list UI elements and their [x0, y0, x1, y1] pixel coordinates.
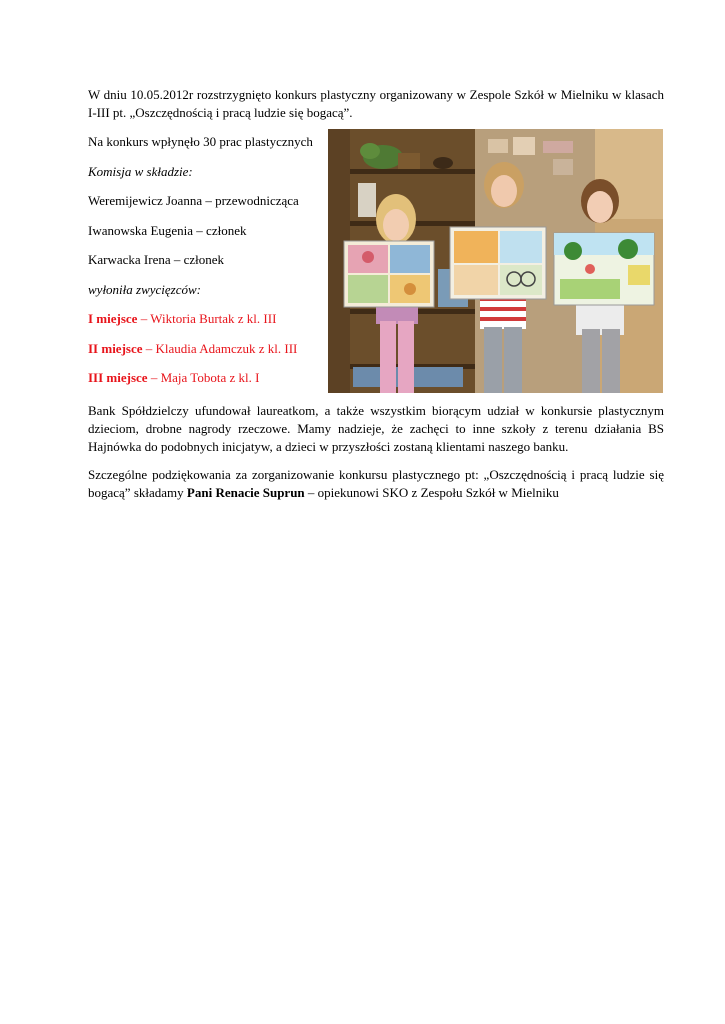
winner-first — [88, 310, 323, 340]
winner-place: III miejsce — [88, 370, 148, 385]
winners-photo — [328, 129, 663, 393]
thanks-text: Szczególne podziękowania za zorganizowanie konkursu plastycznego pt: „Oszczędnością i pracą ludzie się bogacą” składamy — [88, 467, 664, 500]
results-column — [88, 133, 323, 399]
thanks-paragraph — [88, 466, 664, 502]
winner-name: – Maja Tobota z kl. I — [147, 370, 260, 385]
winner-third — [88, 369, 323, 399]
winners-heading: wyłoniła zwycięzców: — [88, 281, 202, 297]
committee-member: Karwacka Irena – członek — [88, 252, 225, 267]
committee-heading: Komisja w składzie: — [88, 163, 193, 179]
winner-place: II miejsce — [88, 340, 143, 356]
winner-place: I miejsce — [88, 311, 138, 326]
committee-member: Weremijewicz Joanna – przewodnicząca — [88, 193, 299, 208]
winner-second — [88, 340, 323, 370]
entries-count: Na konkurs wpłynęło 30 prac plastycznych — [88, 134, 313, 149]
bank-paragraph: Bank Spółdzielczy ufundował laureatkom, a także wszystkim biorącym udział w konkursie plastycznym dzieciom, drobne nagrody rzeczowe. Mamy nadzieje, że zachęci to inne szkoły z terenu działania BS Hajnówka do podobnych inicjatyw, a dzieci w przyszłości zostaną klientami naszego banku. — [88, 403, 664, 454]
winner-name: – Wiktoria Burtak z kl. III — [137, 311, 277, 326]
committee-member: Iwanowska Eugenia – członek — [88, 222, 247, 238]
thanks-text-end: – opiekunowi SKO z Zespołu Szkół w Mielniku — [304, 484, 559, 500]
intro-paragraph: W dniu 10.05.2012r rozstrzygnięto konkurs plastyczny organizowany w Zespole Szkół w Mielniku w klasach I-III pt. „Oszczędnością i pracą ludzie się bogacą”. — [88, 87, 664, 120]
winner-name: – Klaudia Adamczuk z kl. III — [142, 340, 298, 356]
thanks-name: Pani Renacie Suprun — [186, 484, 305, 500]
